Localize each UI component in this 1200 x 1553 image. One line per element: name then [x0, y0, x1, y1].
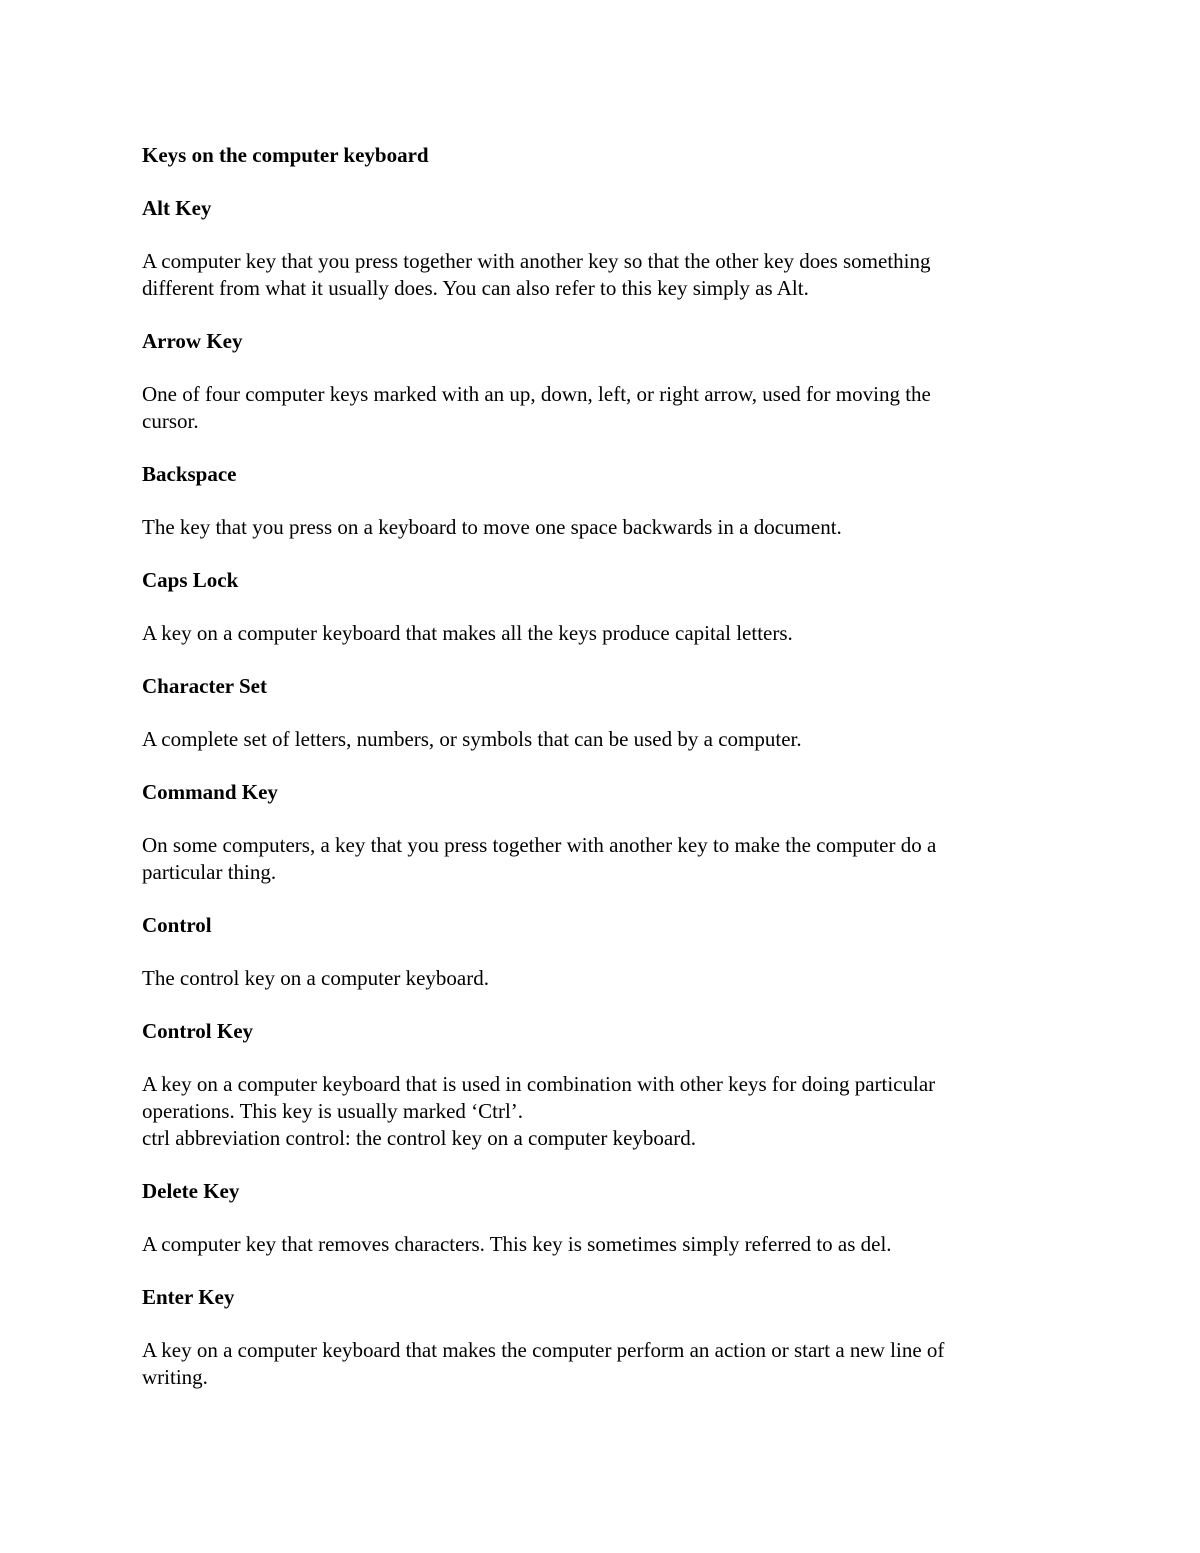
- definition-arrow-key: [142, 381, 1062, 435]
- definition-command-key: [142, 832, 1062, 886]
- definition-line: The key that you press on a keyboard to move one space backwards in a document.: [142, 515, 842, 539]
- term-enter-key: Enter Key: [142, 1285, 235, 1309]
- definition-line: A key on a computer keyboard that is used in combination with other keys for doing particular: [142, 1072, 936, 1096]
- term-control: Control: [142, 913, 212, 937]
- term-control-key: Control Key: [142, 1019, 254, 1043]
- definition-line: cursor.: [142, 409, 199, 433]
- definition-line: operations. This key is usually marked ‘Ctrl’.: [142, 1099, 524, 1123]
- definition-control-key: [142, 1071, 1062, 1152]
- term-caps-lock: Caps Lock: [142, 568, 239, 592]
- definition-line: One of four computer keys marked with an up, down, left, or right arrow, used for moving the: [142, 382, 931, 406]
- term-delete-key: Delete Key: [142, 1179, 240, 1203]
- definition-line: A computer key that removes characters. This key is sometimes simply referred to as del.: [142, 1232, 892, 1256]
- definition-line: A key on a computer keyboard that makes the computer perform an action or start a new line of: [142, 1338, 945, 1362]
- definition-line: writing.: [142, 1365, 208, 1389]
- definition-line: The control key on a computer keyboard.: [142, 966, 489, 990]
- term-character-set: Character Set: [142, 674, 267, 698]
- term-alt-key: Alt Key: [142, 196, 212, 220]
- document-body: [142, 140, 1062, 1415]
- definition-character-set: [142, 726, 1062, 753]
- definition-backspace: [142, 514, 1062, 541]
- definition-line: particular thing.: [142, 860, 277, 884]
- definition-alt-key: [142, 248, 1062, 302]
- definition-control: [142, 965, 1062, 992]
- definition-enter-key: [142, 1337, 1062, 1391]
- definition-caps-lock: [142, 620, 1062, 647]
- term-command-key: Command Key: [142, 780, 278, 804]
- definition-line: different from what it usually does. You can also refer to this key simply as Alt.: [142, 276, 809, 300]
- definition-line: ctrl abbreviation control: the control key on a computer keyboard.: [142, 1126, 696, 1150]
- term-backspace: Backspace: [142, 462, 237, 486]
- definition-line: A key on a computer keyboard that makes all the keys produce capital letters.: [142, 621, 793, 645]
- document-title: Keys on the computer keyboard: [142, 143, 429, 167]
- definition-delete-key: [142, 1231, 1062, 1258]
- definition-line: On some computers, a key that you press together with another key to make the computer do a: [142, 833, 937, 857]
- definition-line: A complete set of letters, numbers, or symbols that can be used by a computer.: [142, 727, 802, 751]
- definition-line: A computer key that you press together with another key so that the other key does something: [142, 249, 931, 273]
- term-arrow-key: Arrow Key: [142, 329, 243, 353]
